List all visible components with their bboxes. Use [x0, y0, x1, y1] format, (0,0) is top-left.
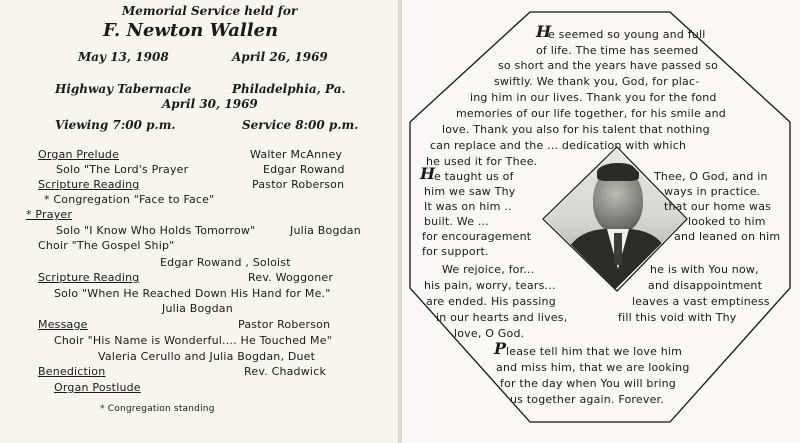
p1-line-1: e seemed so young and full: [548, 28, 706, 41]
item-choir-gospel-ship: Choir "The Gospel Ship": [38, 239, 175, 252]
p4-line-3: for the day when You will bring: [500, 377, 676, 390]
p2-left-line-3: It was on him ..: [424, 200, 512, 213]
p3-left-line-3: are ended. His passing: [426, 295, 556, 308]
church-city: Philadelphia, Pa.: [232, 82, 346, 96]
p1-line-9: he used it for Thee.: [426, 155, 538, 168]
item-scripture-reading-1: Scripture Reading: [38, 178, 140, 191]
p3-left-line-2: his pain, worry, tears...: [424, 279, 556, 292]
performer-choir-wonderful: Valeria Cerullo and Julia Bogdan, Duet: [98, 350, 316, 363]
p2-right-line-5: and leaned on him: [674, 230, 781, 243]
item-organ-postlude: Organ Postlude: [54, 381, 141, 394]
speaker-benediction: Rev. Chadwick: [244, 365, 327, 378]
congregation-footnote: * Congregation standing: [100, 404, 215, 414]
viewing-time: Viewing 7:00 p.m.: [55, 118, 176, 132]
p2-right-line-3: that our home was: [664, 200, 772, 213]
item-scripture-reading-2: Scripture Reading: [38, 271, 140, 284]
performer-solo-tomorrow: Julia Bogdan: [290, 224, 361, 237]
drop-cap-h-2: H: [420, 164, 436, 183]
church-name: Highway Tabernacle: [55, 82, 192, 96]
portrait-tie: [614, 233, 622, 265]
p1-line-7: love. Thank you also for his talent that nothing: [442, 123, 710, 136]
item-solo-reached-down: Solo "When He Reached Down His Hand for Me.": [54, 287, 331, 300]
p1-line-4: swiftly. We thank you, God, for plac-: [494, 75, 700, 88]
death-date: April 26, 1969: [232, 50, 328, 64]
performer-organ-prelude: Walter McAnney: [250, 148, 343, 161]
service-date: April 30, 1969: [162, 97, 258, 111]
drop-cap-h-1: H: [536, 22, 552, 41]
p3-left-line-1: We rejoice, for...: [442, 263, 535, 276]
p2-left-line-6: for support.: [422, 245, 489, 258]
birth-date: May 13, 1908: [78, 50, 169, 64]
service-time: Service 8:00 p.m.: [242, 118, 359, 132]
p3-right-line-4: fill this void with Thy: [618, 311, 737, 324]
p3-right-line-2: and disappointment: [648, 279, 763, 292]
item-congregation-hymn: * Congregation "Face to Face": [44, 193, 215, 206]
drop-cap-p: P: [494, 339, 507, 358]
p2-right-line-2: ways in practice.: [664, 185, 761, 198]
p3-left-line-4: in our hearts and lives,: [436, 311, 568, 324]
p3-left-line-5: love, O God.: [454, 327, 525, 340]
p1-line-3: so short and the years have passed so: [498, 59, 719, 72]
p2-left-line-5: for encouragement: [422, 230, 532, 243]
p1-line-6: memories of our life together, for his smile and: [456, 107, 726, 120]
p4-line-4: us together again. Forever.: [510, 393, 664, 406]
reader-scripture-1: Pastor Roberson: [252, 178, 345, 191]
performer-choir-gospel-ship: Edgar Rowand , Soloist: [160, 256, 291, 269]
p2-right-line-1: Thee, O God, and in: [654, 170, 768, 183]
reader-scripture-2: Rev. Woggoner: [248, 271, 334, 284]
p2-left-line-4: built. We ...: [424, 215, 489, 228]
p1-line-2: of life. The time has seemed: [536, 44, 699, 57]
deceased-name: F. Newton Wallen: [103, 20, 279, 41]
p2-right-line-4: looked to him: [688, 215, 766, 228]
p1-line-8: can replace and the ... dedication with which: [430, 139, 687, 152]
item-message: Message: [38, 318, 88, 331]
performer-solo-reached-down: Julia Bogdan: [162, 302, 233, 315]
p4-line-1: lease tell him that we love him: [506, 345, 683, 358]
item-choir-wonderful: Choir "His Name is Wonderful.... He Touched Me": [54, 334, 332, 347]
memorial-heading: Memorial Service held for: [122, 4, 298, 18]
item-solo-tomorrow: Solo "I Know Who Holds Tomorrow": [56, 224, 256, 237]
item-prayer: * Prayer: [26, 208, 73, 221]
performer-solo-lords-prayer: Edgar Rowand: [263, 163, 345, 176]
item-benediction: Benediction: [38, 365, 106, 378]
p2-left-line-1: e taught us of: [434, 170, 514, 183]
item-organ-prelude: Organ Prelude: [38, 148, 120, 161]
tribute-page: [402, 0, 800, 443]
p1-line-5: ing him in our lives. Thank you for the fond: [470, 91, 717, 104]
p2-left-line-2: him we saw Thy: [424, 185, 516, 198]
program-page: [0, 0, 398, 443]
p3-right-line-1: he is with You now,: [650, 263, 759, 276]
p4-line-2: and miss him, that we are looking: [496, 361, 690, 374]
speaker-message: Pastor Roberson: [238, 318, 331, 331]
item-solo-lords-prayer: Solo "The Lord's Prayer: [56, 163, 189, 176]
p3-right-line-3: leaves a vast emptiness: [632, 295, 770, 308]
